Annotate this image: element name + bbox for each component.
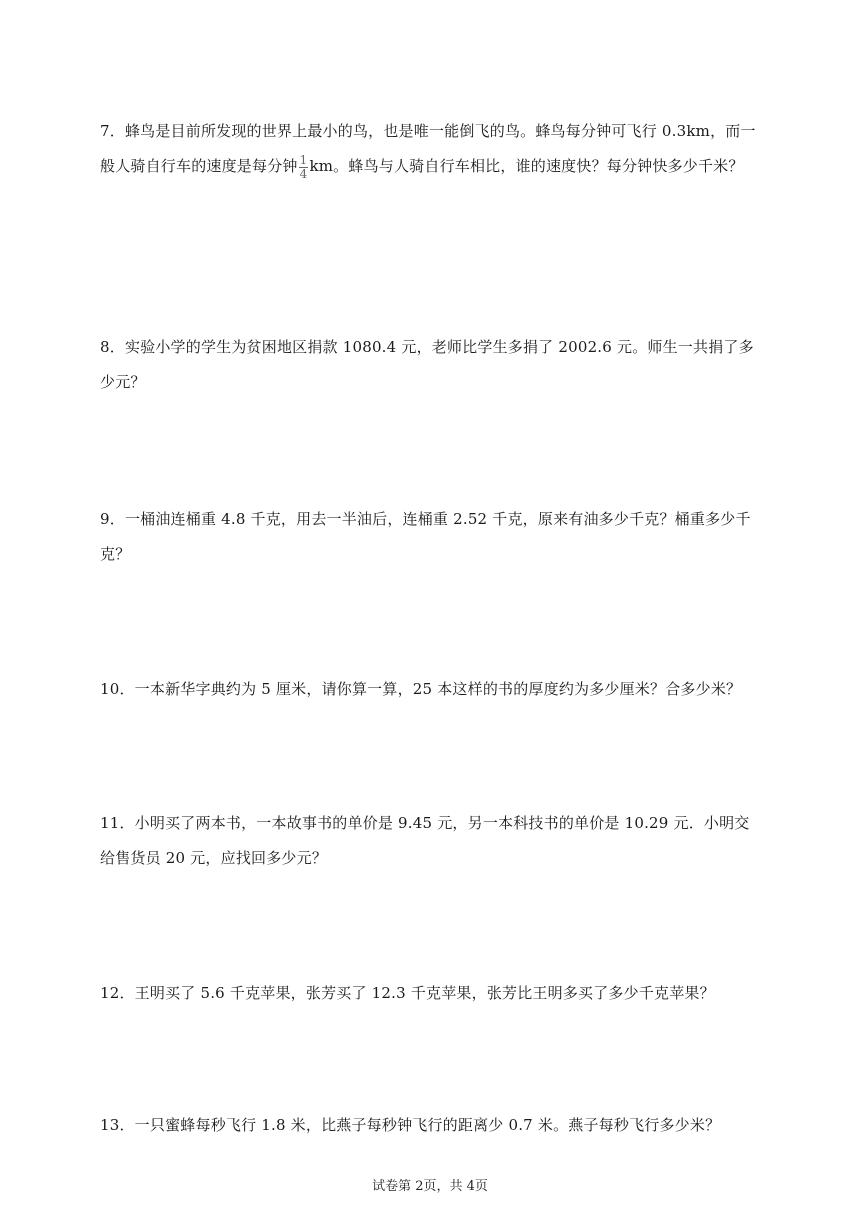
question-7 xyxy=(100,114,760,184)
question-8 xyxy=(100,330,760,400)
question-10-text: 10．一本新华字典约为 5 厘米，请你算一算，25 本这样的书的厚度约为多少厘米？合多少米？ xyxy=(100,680,742,698)
question-13 xyxy=(100,1108,760,1143)
fraction-denominator: 4 xyxy=(299,166,308,181)
fraction-numerator: 1 xyxy=(299,152,308,167)
question-10 xyxy=(100,672,760,707)
fraction-one-quarter xyxy=(299,154,309,181)
question-9-text: 9．一桶油连桶重 4.8 千克，用去一半油后，连桶重 2.52 千克，原来有油多少千克？桶重多少千克？ xyxy=(100,510,751,563)
question-12 xyxy=(100,976,760,1011)
question-7-text-before: 7．蜂鸟是目前所发现的世界上最小的鸟，也是唯一能倒飞的鸟。蜂鸟每分钟可飞行 0.3km，而一般人骑自行车的速度是每分钟 xyxy=(100,122,756,175)
question-9 xyxy=(100,502,760,572)
page-footer: 试卷第 2页，共 4页 xyxy=(372,1179,488,1194)
question-7-text xyxy=(100,114,760,184)
question-13-text: 13．一只蜜蜂每秒飞行 1.8 米，比燕子每秒钟飞行的距离少 0.7 米。燕子每秒飞行多少米？ xyxy=(100,1116,721,1134)
question-7-text-after: km。蜂鸟与人骑自行车相比，谁的速度快？每分钟快多少千米？ xyxy=(309,157,744,175)
question-11-text: 11．小明买了两本书，一本故事书的单价是 9.45 元，另一本科技书的单价是 10.29 元．小明交给售货员 20 元，应找回多少元？ xyxy=(100,814,750,867)
question-11 xyxy=(100,806,760,876)
question-12-text: 12．王明买了 5.6 千克苹果，张芳买了 12.3 千克苹果，张芳比王明多买了多少千克苹果？ xyxy=(100,984,715,1002)
question-8-text: 8．实验小学的学生为贫困地区捐款 1080.4 元，老师比学生多捐了 2002.6 元。师生一共捐了多少元？ xyxy=(100,338,754,391)
